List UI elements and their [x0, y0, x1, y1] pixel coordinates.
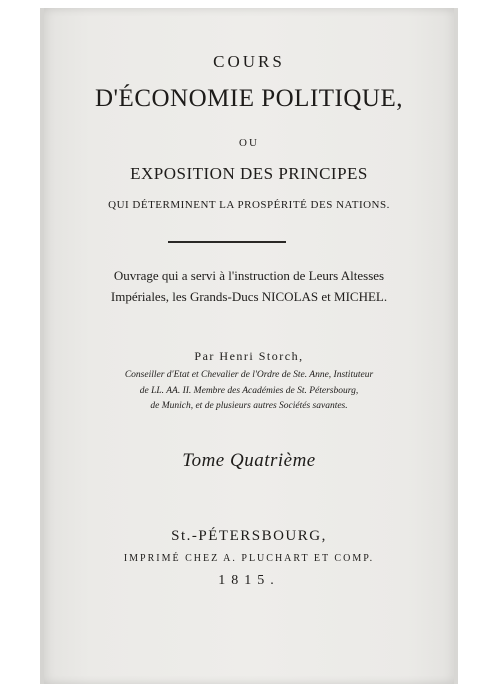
publication-year: 1815.	[218, 573, 280, 588]
author-line: Par Henri Storch,	[194, 349, 304, 363]
title-cours: COURS	[213, 52, 285, 71]
credentials-line-3: de Munich, et de plusieurs autres Sociétés savantes.	[150, 401, 348, 411]
title-exposition: EXPOSITION DES PRINCIPES	[130, 164, 368, 183]
divider-rule	[168, 241, 286, 243]
main-title: D'ÉCONOMIE POLITIQUE,	[94, 85, 404, 112]
dedication-line-1: Ouvrage qui a servi à l'instruction de Leurs Altesses	[113, 268, 385, 283]
volume-label: Tome Quatrième	[182, 450, 316, 471]
credentials-line-2: de LL. AA. II. Membre des Académies de St. Pétersbourg,	[139, 386, 359, 396]
title-ou: OU	[239, 137, 259, 149]
printer-line: IMPRIMÉ CHEZ A. PLUCHART ET COMP.	[123, 553, 375, 564]
subtitle: QUI DÉTERMINENT LA PROSPÉRITÉ DES NATIONS.	[108, 199, 390, 211]
publication-place: St.-PÉTERSBOURG,	[171, 528, 327, 544]
credentials-line-1: Conseiller d'Etat et Chevalier de l'Ordre de Ste. Anne, Instituteur	[124, 370, 374, 380]
dedication-line-2: Impériales, les Grands-Ducs NICOLAS et MICHEL.	[110, 289, 388, 304]
